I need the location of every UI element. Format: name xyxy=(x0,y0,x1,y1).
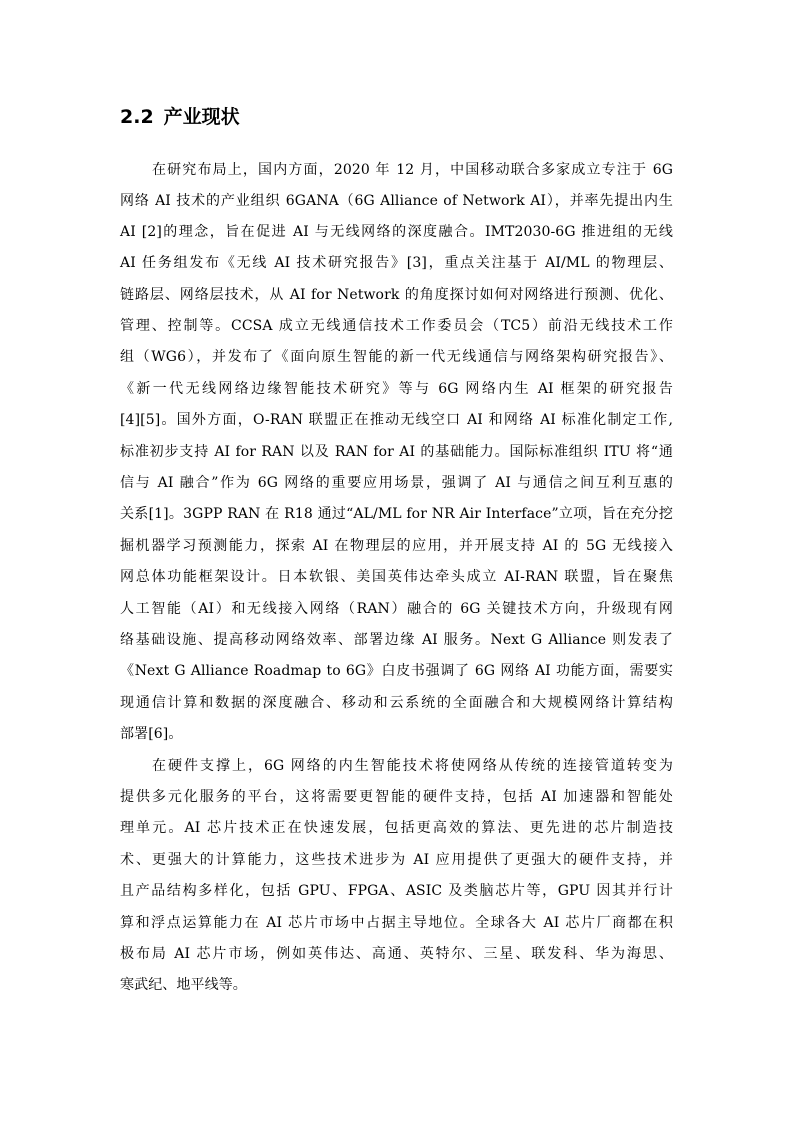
paragraph-2-line-5: 且产品结构多样化，包括 GPU、FPGA、ASIC 及类脑芯片等，GPU 因其并行计 xyxy=(120,883,673,899)
paragraph-2-line-1: 在硬件支撑上，6G 网络的内生智能技术将使网络从传统的连接管道转变为 xyxy=(152,758,673,774)
paragraph-2-line-6: 算和浮点运算能力在 AI 芯片市场中占据主导地位。全球各大 AI 芯片厂商都在积 xyxy=(120,915,673,931)
paragraph-1-line-2: 网络 AI 技术的产业组织 6GANA（6G Alliance of Network AI），并率先提出内生 xyxy=(120,193,673,209)
paragraph-1-line-11: 信与 AI 融合”作为 6G 网络的重要应用场景，强调了 AI 与通信之间互利互惠的 xyxy=(120,475,673,491)
paragraph-1-line-15: 人工智能（AI）和无线接入网络（RAN）融合的 6G 关键技术方向，升级现有网 xyxy=(120,601,673,617)
paragraph-1-line-18: 现通信计算和数据的深度融合、移动和云系统的全面融合和大规模网络计算结构 xyxy=(120,695,673,711)
paragraph-1-line-7: 组（WG6），并发布了《面向原生智能的新一代无线通信与网络架构研究报告》、 xyxy=(120,349,673,365)
section-number: 2.2 xyxy=(120,106,154,128)
paragraph-1-line-10: 标准初步支持 AI for RAN 以及 RAN for AI 的基础能力。国际标准组织 ITU 将“通 xyxy=(120,444,673,460)
paragraph-1-line-1: 在研究布局上，国内方面，2020 年 12 月，中国移动联合多家成立专注于 6G xyxy=(152,162,673,178)
paragraph-1-line-19: 部署[6]。 xyxy=(120,726,183,742)
paragraph-2-line-4: 术、更强大的计算能力，这些技术进步为 AI 应用提供了更强大的硬件支持，并 xyxy=(120,852,673,868)
section-heading xyxy=(120,102,240,129)
paragraph-1-line-14: 网总体功能框架设计。日本软银、美国英伟达牵头成立 AI-RAN 联盟，旨在聚焦 xyxy=(120,569,673,585)
paragraph-1-line-13: 掘机器学习预测能力，探索 AI 在物理层的应用，并开展支持 AI 的 5G 无线接入 xyxy=(120,538,673,554)
paragraph-1-line-4: AI 任务组发布《无线 AI 技术研究报告》[3]，重点关注基于 AI/ML 的物理层、 xyxy=(120,255,673,271)
paragraph-2-line-8: 寒武纪、地平线等。 xyxy=(120,977,247,993)
paragraph-2-line-7: 极布局 AI 芯片市场，例如英伟达、高通、英特尔、三星、联发科、华为海思、 xyxy=(120,946,673,962)
section-title: 产业现状 xyxy=(163,106,240,128)
paragraph-1-line-12: 关系[1]。3GPP RAN 在 R18 通过“AL/ML for NR Air Interface”立项，旨在充分挖 xyxy=(120,506,673,522)
paragraph-2-line-3: 理单元。AI 芯片技术正在快速发展，包括更高效的算法、更先进的芯片制造技 xyxy=(120,820,673,836)
paragraph-1-line-17: 《Next G Alliance Roadmap to 6G》白皮书强调了 6G 网络 AI 功能方面，需要实 xyxy=(120,663,673,679)
paragraph-1-line-6: 管理、控制等。CCSA 成立无线通信技术工作委员会（TC5）前沿无线技术工作 xyxy=(120,318,673,334)
paragraph-1-line-16: 络基础设施、提高移动网络效率、部署边缘 AI 服务。Next G Alliance 则发表了 xyxy=(120,632,673,648)
paragraph-1-line-5: 链路层、网络层技术，从 AI for Network 的角度探讨如何对网络进行预测、优化、 xyxy=(120,287,673,303)
paragraph-1-line-8: 《新一代无线网络边缘智能技术研究》等与 6G 网络内生 AI 框架的研究报告 xyxy=(120,381,673,397)
paragraph-1-line-9: [4][5]。国外方面，O-RAN 联盟正在推动无线空口 AI 和网络 AI 标准化制定工作, xyxy=(120,412,673,428)
paragraph-1-line-3: AI [2]的理念，旨在促进 AI 与无线网络的深度融合。IMT2030-6G 推进组的无线 xyxy=(120,224,673,240)
paragraph-2-line-2: 提供多元化服务的平台，这将需要更智能的硬件支持，包括 AI 加速器和智能处 xyxy=(120,789,673,805)
